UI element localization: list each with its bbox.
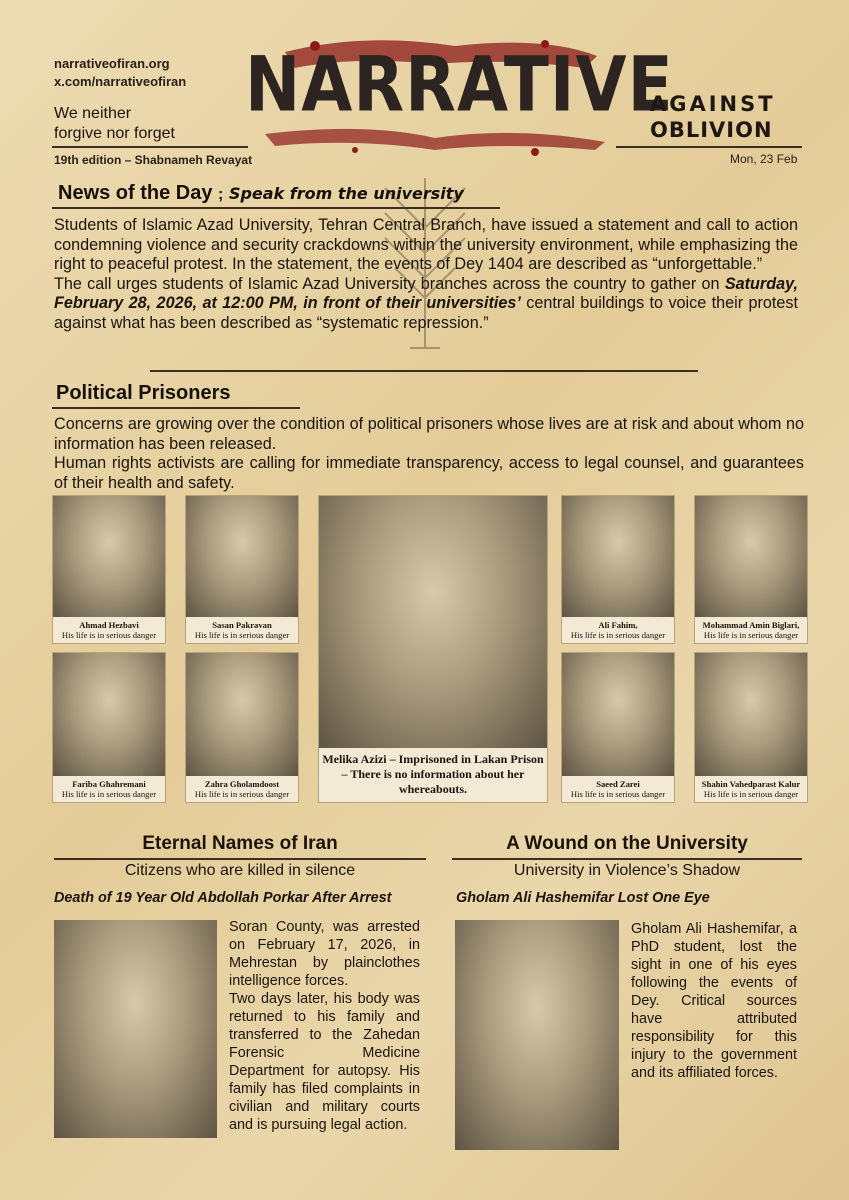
prisoner-card	[52, 652, 166, 803]
news-title	[58, 182, 464, 205]
danger-label: His life is in serious danger	[570, 630, 666, 640]
wound-title: A Wound on the University	[506, 833, 748, 854]
abdollah-porkar-photo	[54, 920, 217, 1138]
site-url[interactable]: narrativeofiran.org	[54, 56, 170, 71]
eternal-title: Eternal Names of Iran	[142, 833, 338, 854]
danger-label: His life is in serious danger	[61, 630, 157, 640]
prisoner-name: Ali Fahim,	[598, 620, 638, 630]
eternal-para1: Soran County, was arrested on February 17, 2026, in Mehrestan by plainclothes intelligence forces.	[229, 919, 420, 989]
news-para2-emphasis: Saturday, February 28, 2026, at 12:00 PM, in front of their universities’	[54, 274, 798, 313]
prisoner-name: Mohammad Amin Biglari,	[702, 620, 800, 630]
news-para2	[54, 275, 798, 334]
issue-date: Mon, 23 Feb	[730, 152, 798, 166]
eternal-rule	[54, 858, 426, 860]
featured-caption: Melika Azizi – Imprisoned in Lakan Prison – There is no information about her whereabouts.	[319, 748, 547, 802]
prisoner-card	[52, 495, 166, 644]
featured-portrait-photo	[319, 496, 547, 748]
prisoner-name: Fariba Ghahremani	[72, 779, 146, 789]
danger-label: His life is in serious danger	[194, 630, 290, 640]
wound-subtitle: University in Violence’s Shadow	[513, 862, 741, 879]
prisoner-caption	[186, 776, 298, 802]
portrait-photo	[695, 653, 807, 776]
section-divider-1	[150, 370, 698, 372]
news-title-rule	[52, 207, 500, 209]
prisoner-caption	[562, 776, 674, 802]
wound-headline: Gholam Ali Hashemifar Lost One Eye	[456, 890, 710, 906]
portrait-photo	[53, 653, 165, 776]
logo-wordmark: NARRATIVE	[245, 40, 674, 129]
prisoner-name: Zahra Gholamdoost	[204, 779, 280, 789]
prisoner-caption	[695, 776, 807, 802]
news-separator: ;	[218, 186, 224, 203]
news-body	[54, 216, 798, 334]
prisoner-caption	[53, 776, 165, 802]
danger-label: His life is in serious danger	[61, 789, 157, 799]
prisoner-caption	[695, 617, 807, 643]
portrait-photo	[186, 496, 298, 617]
wound-body	[631, 920, 797, 1082]
eternal-subtitle: Citizens who are killed in silence	[124, 862, 356, 879]
slogan-line1: We neither	[54, 105, 132, 122]
portrait-photo	[53, 496, 165, 617]
portrait-photo	[695, 496, 807, 617]
edition-label: 19th edition – Shabnameh Revayat	[54, 153, 253, 167]
prisoner-card	[185, 495, 299, 644]
prisoner-caption	[53, 617, 165, 643]
prisoner-caption	[562, 617, 674, 643]
danger-label: His life is in serious danger	[570, 789, 666, 799]
news-subtitle: Speak from the university	[228, 184, 464, 203]
prisoner-caption	[186, 617, 298, 643]
prisoners-title: Political Prisoners	[56, 382, 231, 404]
eternal-para2: Two days later, his body was returned to his family and transferred to the Zahedan Forensic Medicine Department for autopsy. His family has filed complaints in civilian and military courts and is pursuing legal action.	[229, 991, 420, 1133]
prisoner-card	[561, 495, 675, 644]
wound-para: Gholam Ali Hashemifar, a PhD student, lost the sight in one of his eyes following the events of Dey. Critical sources have attributed responsibility for this injury to the government and its affiliated forces.	[631, 921, 797, 1081]
prisoner-name: Ahmad Hezbavi	[79, 620, 139, 630]
prisoners-para1: Concerns are growing over the condition of political prisoners whose lives are at risk and about whom no information has been released.	[54, 415, 804, 453]
eternal-body	[229, 918, 420, 1134]
news-para1: Students of Islamic Azad University, Tehran Central Branch, have issued a statement and call to action condemning violence and security crackdowns within the university environment, while emphasizing the right to peaceful protest. In the statement, the events of Dey 1404 are described as “unforgettable.”	[54, 216, 798, 274]
gholam-ali-hashemifar-photo	[455, 920, 619, 1150]
danger-label: His life is in serious danger	[194, 789, 290, 799]
prisoner-card	[694, 652, 808, 803]
tagline-oblivion: OBLIVION	[650, 118, 773, 142]
x-handle[interactable]: x.com/narrativeofiran	[54, 74, 187, 89]
featured-prisoner-card	[318, 495, 548, 803]
portrait-photo	[562, 496, 674, 617]
news-para2-end: central buildings to voice their protest against what has been described as “systematic repression.”	[54, 294, 798, 332]
prisoner-card	[694, 495, 808, 644]
prisoner-name: Shahin Vahedparast Kalur	[701, 779, 801, 789]
prisoners-para2: Human rights activists are calling for immediate transparency, access to legal counsel, and guarantees of their health and safety.	[54, 454, 804, 492]
prisoner-card	[561, 652, 675, 803]
wound-rule	[452, 858, 802, 860]
portrait-photo	[186, 653, 298, 776]
slogan-line2: forgive nor forget	[54, 125, 175, 142]
news-para2-start: The call urges students of Islamic Azad University branches across the country to gather on	[54, 274, 720, 293]
prisoner-card	[185, 652, 299, 803]
prisoner-name: Saeed Zarei	[596, 779, 640, 789]
prisoners-body	[54, 415, 804, 493]
masthead-logo	[245, 38, 674, 156]
news-title-text: News of the Day	[58, 182, 213, 204]
tagline-against: AGAINST	[650, 92, 776, 116]
danger-label: His life is in serious danger	[703, 630, 799, 640]
prisoners-title-rule	[52, 407, 300, 409]
prisoner-name: Sasan Pakravan	[212, 620, 272, 630]
portrait-photo	[562, 653, 674, 776]
header-rule-left	[52, 146, 248, 148]
danger-label: His life is in serious danger	[703, 789, 799, 799]
header-rule-right	[616, 146, 802, 148]
eternal-headline: Death of 19 Year Old Abdollah Porkar After Arrest	[54, 890, 392, 906]
